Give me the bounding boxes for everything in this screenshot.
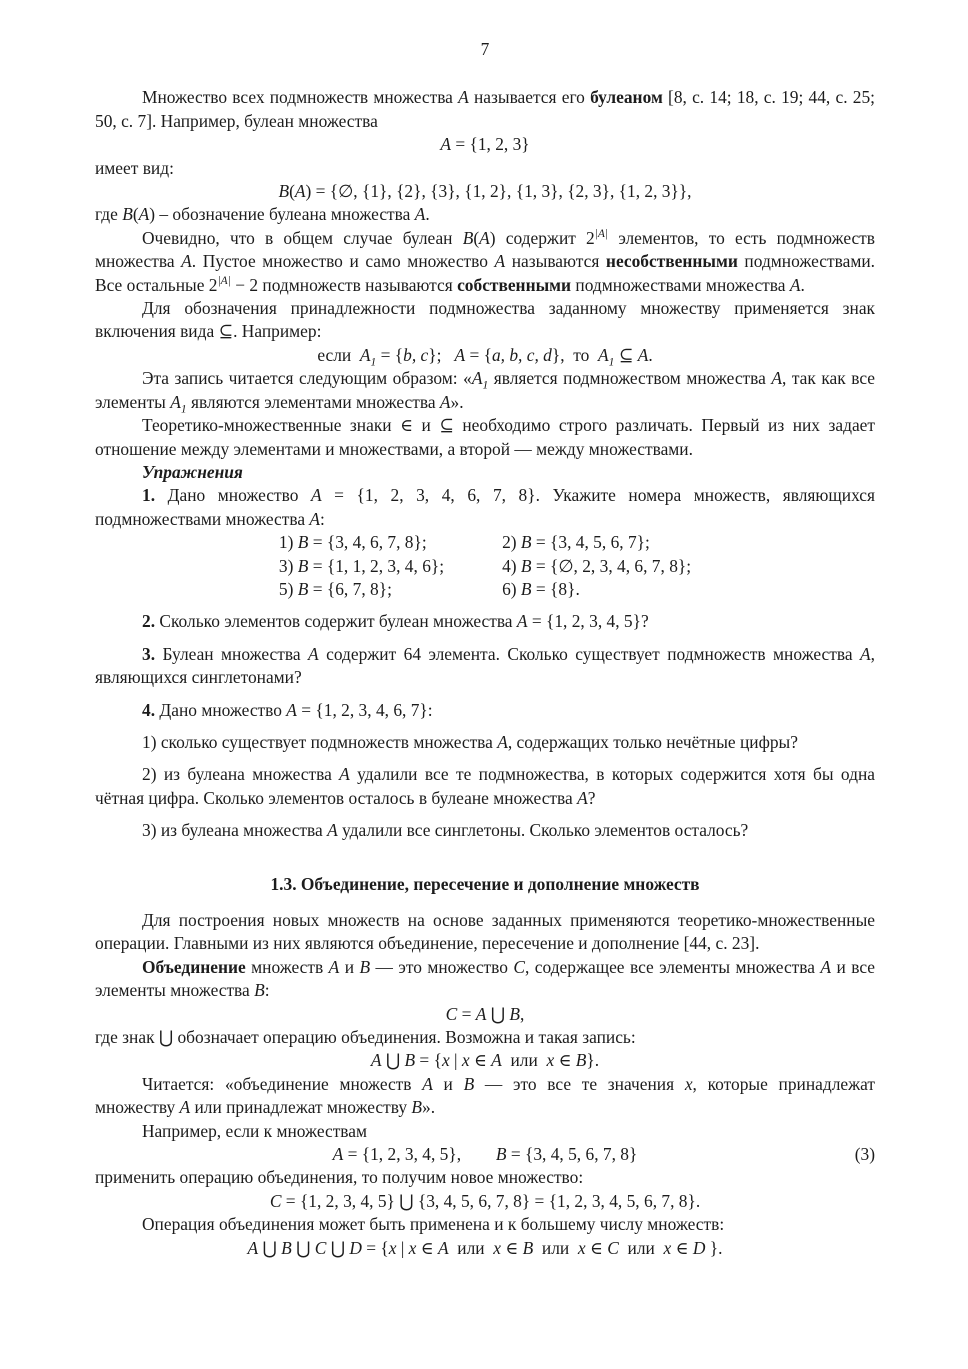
text-run: 1 xyxy=(180,403,187,416)
text-run: A xyxy=(181,251,192,272)
para-union-many xyxy=(95,1213,875,1236)
text-run: , являющихся синглетонами? xyxy=(95,643,875,688)
text-run: множеств xyxy=(245,956,329,977)
text-run: 3) из булеана множества xyxy=(142,820,328,841)
text-run: ) содержит 2 xyxy=(489,227,595,248)
text-run: : xyxy=(264,980,270,1001)
para-obviously xyxy=(95,227,875,297)
text-run: Объединение xyxy=(142,956,246,977)
text-run: B xyxy=(495,1144,507,1165)
exercises-title xyxy=(95,461,875,484)
text-run: и все элементы множества xyxy=(95,956,875,1001)
text-run: A xyxy=(247,1237,259,1258)
text-run: Для построения новых множеств на основе заданных применяются теоретико-множественные операции. Главными из них являются объединение, пересечение и дополнение [44, с. 23]. xyxy=(95,910,875,954)
text-run: A xyxy=(454,344,466,365)
text-run: B xyxy=(359,956,371,977)
text-run: являются элементами множества xyxy=(186,391,440,412)
text-run: ( xyxy=(132,204,139,225)
text-run: ⋃ xyxy=(326,1237,350,1258)
text-run: A xyxy=(439,391,451,412)
text-run: ⊆ xyxy=(614,344,638,365)
text-run: : xyxy=(320,508,325,529)
text-run: несобственными xyxy=(605,251,738,272)
text-run: x xyxy=(684,1073,693,1094)
exercise-4-sub-3 xyxy=(95,819,875,842)
text-run: A xyxy=(491,1050,502,1071)
text-run: ». xyxy=(450,391,464,412)
para-apply-union xyxy=(95,1166,875,1189)
text-run: A xyxy=(598,344,609,365)
text-run: |A| xyxy=(594,228,609,241)
text-run: = {3, 4, 5, 6, 7}; xyxy=(531,532,650,553)
exercise-option xyxy=(502,555,691,578)
text-run: B xyxy=(281,1237,292,1258)
text-run: Например, если к множествам xyxy=(142,1120,368,1141)
text-run: или xyxy=(533,1237,578,1258)
text-run: C xyxy=(445,1003,458,1024)
text-run: = {1, 2, 3, 4, 6, 7}: xyxy=(296,699,433,720)
text-run: A xyxy=(339,764,350,785)
text-run: B xyxy=(297,555,309,576)
text-run: Операция объединения может быть применена и к большему числу множеств: xyxy=(142,1214,725,1235)
formula-example-sets xyxy=(95,1143,875,1166)
para-operations-intro xyxy=(95,909,875,956)
text-run: x xyxy=(546,1050,555,1071)
text-run: 1 xyxy=(482,379,489,392)
text-run: = {∅, 2, 3, 4, 6, 7, 8}; xyxy=(531,555,692,576)
text-run: A xyxy=(179,1097,191,1118)
exercise-4-sub-2 xyxy=(95,763,875,810)
text-run: B xyxy=(297,578,309,599)
text-run: . xyxy=(648,344,653,365)
text-run: 5) xyxy=(278,578,298,599)
formula-union-notation xyxy=(95,1049,875,1072)
text-run: Очевидно, что в общем случае булеан xyxy=(142,227,463,248)
para-union-reading xyxy=(95,1073,875,1120)
text-run: x xyxy=(493,1237,502,1258)
text-run: A xyxy=(310,485,322,506)
text-run: Теоретико-множественные знаки ∈ и ⊆ необходимо строго различать. Первый из них задает отношение между элементами и множествами, а второй — между множествами. xyxy=(95,415,875,459)
text-run: Читается: «объединение множеств xyxy=(142,1073,423,1094)
text-run: Сколько элементов содержит булеан множества xyxy=(155,611,517,632)
text-run: ? xyxy=(587,787,596,808)
text-run: 6) xyxy=(502,578,521,599)
text-run: , xyxy=(519,1003,525,1024)
text-run: ». xyxy=(422,1097,436,1118)
text-run: B xyxy=(509,1003,520,1024)
text-run: = {3, 4, 6, 7, 8}; xyxy=(308,532,427,553)
para-reading xyxy=(95,367,875,414)
text-run: |A| xyxy=(217,274,231,287)
text-run: A xyxy=(637,344,649,365)
text-run: B xyxy=(520,555,532,576)
exercise-option xyxy=(502,531,691,554)
text-run: где знак ⋃ обозначает операцию объединения. Возможна и такая запись: xyxy=(95,1027,636,1048)
text-run: B xyxy=(462,227,474,248)
text-run: = {1, 2, 3, 4, 6, 7, 8}. Укажите номера множеств, являющихся подмножествами множества xyxy=(95,485,876,529)
para-gde-ba xyxy=(95,203,875,226)
text-run: элементов, то есть подмножеств множества xyxy=(95,227,875,272)
formula-boolean-of-a xyxy=(95,180,875,203)
text-run: A xyxy=(771,368,782,389)
text-run: подмножествами множества xyxy=(571,274,790,295)
exercise-option xyxy=(502,578,691,601)
text-run: или xyxy=(448,1237,494,1258)
text-run: = {1, 1, 2, 3, 4, 6}; xyxy=(308,555,445,576)
text-run: Эта запись читается следующим образом: « xyxy=(142,368,472,389)
text-run: A xyxy=(309,508,321,529)
para-imeet-vid xyxy=(95,157,875,180)
section-heading-1-3 xyxy=(95,873,875,896)
text-run: C xyxy=(269,1190,282,1211)
text-run: = { xyxy=(376,344,404,365)
text-run: B xyxy=(575,1050,587,1071)
text-run: и xyxy=(432,1073,464,1094)
text-run: A xyxy=(479,227,490,248)
text-run: ⋃ xyxy=(486,1003,510,1024)
text-run: x xyxy=(441,1050,450,1071)
text-run: B xyxy=(122,204,133,225)
document-body xyxy=(95,86,875,1260)
para-union-sign xyxy=(95,1026,875,1049)
text-run: x xyxy=(461,1050,470,1071)
text-run: | xyxy=(449,1050,462,1071)
text-run: A xyxy=(471,368,483,389)
formula-union xyxy=(95,1003,875,1026)
text-run: ( xyxy=(473,227,480,248)
page-number: 7 xyxy=(480,39,490,59)
text-run: x xyxy=(663,1237,672,1258)
text-run: = { xyxy=(465,344,492,365)
text-run: A xyxy=(437,1237,449,1258)
text-run: = {8}. xyxy=(531,578,580,599)
text-run: , так как все элементы xyxy=(95,368,876,412)
para-bulean-def xyxy=(95,86,875,133)
text-run: собственными xyxy=(457,274,572,295)
text-run: [8, с. 14; 18, с. 19; 44, с. 25; 50, с. 7]. Например, булеан множества xyxy=(95,87,876,131)
text-run: C xyxy=(314,1237,327,1258)
text-run: 1 xyxy=(608,356,615,369)
text-run: A xyxy=(422,1073,433,1094)
text-run: A xyxy=(458,87,469,108)
text-run: A xyxy=(308,643,319,664)
text-run: Дано множество xyxy=(155,485,311,506)
text-run: B xyxy=(254,980,265,1001)
text-run: − 2 подмножеств называются xyxy=(230,274,458,295)
text-run: ∈ xyxy=(469,1050,492,1071)
text-run: . xyxy=(425,204,430,225)
text-run: подмножествами. Все остальные 2 xyxy=(95,251,875,295)
text-run: 1) xyxy=(278,532,298,553)
text-run: B xyxy=(520,578,532,599)
text-run: = { xyxy=(361,1237,389,1258)
text-run: B xyxy=(278,181,290,202)
formula-union-many xyxy=(95,1237,875,1260)
formula-set-a xyxy=(95,133,875,156)
text-run: ∈ xyxy=(671,1237,693,1258)
text-run: ∈ xyxy=(554,1050,576,1071)
text-run: = {1, 2, 3} xyxy=(450,134,530,155)
text-run: A xyxy=(440,134,451,155)
text-run: }; xyxy=(428,344,455,365)
text-run: 4. xyxy=(142,699,156,720)
text-run: , содержащих только нечётные цифры? xyxy=(507,731,798,752)
text-run: x xyxy=(408,1237,417,1258)
text-run: 2. xyxy=(142,611,156,632)
exercise-1 xyxy=(95,484,875,531)
text-run: A xyxy=(516,611,528,632)
exercise-3 xyxy=(95,643,875,690)
text-run: B xyxy=(297,532,309,553)
text-run: ) – обозначение булеана множества xyxy=(149,204,415,225)
text-run: A xyxy=(138,204,150,225)
text-run: если xyxy=(317,344,360,365)
text-run: }, то xyxy=(551,344,599,365)
text-run: и xyxy=(339,956,360,977)
text-run: A xyxy=(860,643,871,664)
text-run: | xyxy=(396,1237,409,1258)
text-run: применить операцию объединения, то получим новое множество: xyxy=(95,1167,584,1188)
text-run: A xyxy=(286,699,297,720)
text-run: A xyxy=(370,1050,382,1071)
text-run: ⋃ xyxy=(381,1050,405,1071)
text-run: имеет вид: xyxy=(95,157,174,178)
text-run: 1.3. Объединение, пересечение и дополнение множеств xyxy=(270,873,700,894)
text-run: A xyxy=(577,787,588,808)
text-run: — это множество xyxy=(370,956,514,977)
text-run: A xyxy=(328,956,340,977)
text-run: a, b, c, d xyxy=(491,344,552,365)
text-run: ∈ xyxy=(585,1237,608,1258)
text-run: называются xyxy=(505,251,606,272)
text-run: C xyxy=(513,956,525,977)
text-run: Множество всех подмножеств множества xyxy=(142,87,459,108)
exercise-4-sub-1 xyxy=(95,731,875,754)
text-run: B xyxy=(463,1073,475,1094)
para-union-def xyxy=(95,956,875,1003)
text-run: B xyxy=(522,1237,534,1258)
text-run: A xyxy=(494,251,506,272)
text-run: 1) сколько существует подмножеств множества xyxy=(142,731,498,752)
text-run: , которые принадлежат множеству xyxy=(95,1073,875,1118)
exercise-1-options xyxy=(279,531,691,601)
text-run: D xyxy=(692,1237,706,1258)
text-run: A xyxy=(820,956,832,977)
text-run: = {1, 2, 3, 4, 5}, xyxy=(343,1144,496,1165)
text-run: ⋃ xyxy=(291,1237,315,1258)
text-run: = {6, 7, 8}; xyxy=(308,578,392,599)
text-run: 1. xyxy=(142,485,156,506)
text-run: удалили все синглетоны. Сколько элементов осталось? xyxy=(337,820,749,841)
text-run: содержит 64 элемента. Сколько существует подмножеств множества xyxy=(318,643,861,664)
formula-subset-example xyxy=(95,344,875,367)
exercise-4 xyxy=(95,699,875,722)
exercise-2 xyxy=(95,610,875,633)
text-run: Дано множество xyxy=(155,699,287,720)
text-run: A xyxy=(789,274,801,295)
text-run: , содержащее все элементы множества xyxy=(525,956,821,977)
text-run: b, c xyxy=(403,344,429,365)
text-run: }. xyxy=(705,1237,723,1258)
text-run: x xyxy=(577,1237,586,1258)
text-run: Булеан множества xyxy=(155,643,309,664)
text-run: A xyxy=(170,391,181,412)
text-run: ∈ xyxy=(416,1237,438,1258)
formula-union-example xyxy=(95,1190,875,1213)
text-run: = xyxy=(457,1003,476,1024)
text-run: A xyxy=(332,1144,344,1165)
text-run: A xyxy=(327,820,338,841)
text-run: A xyxy=(294,181,306,202)
text-run: . xyxy=(800,274,805,295)
text-run: Упражнения xyxy=(142,461,243,482)
text-run: 4) xyxy=(502,555,521,576)
text-run: или принадлежат множеству xyxy=(190,1097,412,1118)
text-run: A xyxy=(497,731,508,752)
equation-number: (3) xyxy=(854,1144,875,1165)
text-run: 3. xyxy=(142,643,156,664)
para-for-example xyxy=(95,1120,875,1143)
text-run: B xyxy=(520,532,532,553)
text-run: 1 xyxy=(370,356,377,369)
text-run: = {1, 2, 3, 4, 5}? xyxy=(527,611,649,632)
text-run: B xyxy=(411,1097,423,1118)
text-run: . Пустое множество и само множество xyxy=(191,251,495,272)
text-run: ) = {∅, {1}, {2}, {3}, {1, 2}, {1, 3}, {2, 3}, {1, 2, 3}}, xyxy=(305,181,692,202)
text-run: является подмножеством множества xyxy=(488,368,772,389)
exercise-option xyxy=(279,578,444,601)
para-signs-distinction xyxy=(95,414,875,461)
text-run: D xyxy=(349,1237,362,1258)
text-run: ( xyxy=(289,181,295,202)
text-run: A xyxy=(359,344,371,365)
exercise-option xyxy=(279,531,444,554)
text-run: 2) из булеана множества xyxy=(142,764,340,785)
text-run: 2) xyxy=(502,532,521,553)
text-run: = {1, 2, 3, 4, 5} ⋃ {3, 4, 5, 6, 7, 8} = {1, 2, 3, 4, 5, 6, 7, 8}. xyxy=(281,1190,701,1211)
text-run: }. xyxy=(586,1050,600,1071)
text-run: A xyxy=(475,1003,487,1024)
text-run: ∈ xyxy=(501,1237,523,1258)
text-run: Для обозначения принадлежности подмножества заданному множеству применяется знак включения вида ⊆. Например: xyxy=(95,298,875,342)
text-run: удалили все те подмножества, в которых содержится хотя бы одна чётная цифра. Сколько элементов осталось в булеане множества xyxy=(95,764,876,808)
text-run: — это все те значения xyxy=(474,1073,685,1094)
text-run: или xyxy=(618,1237,664,1258)
text-run: или xyxy=(501,1050,547,1071)
text-run: x xyxy=(388,1237,397,1258)
text-run: булеаном xyxy=(590,87,663,108)
exercise-option xyxy=(279,555,444,578)
text-run: называется его xyxy=(468,87,591,108)
text-run: = { xyxy=(415,1050,442,1071)
para-inclusion-sign xyxy=(95,297,875,344)
text-run: ⋃ xyxy=(258,1237,282,1258)
text-run: = {3, 4, 5, 6, 7, 8} xyxy=(506,1144,638,1165)
text-run: A xyxy=(414,204,426,225)
text-run: где xyxy=(95,204,123,225)
text-run: 3) xyxy=(278,555,298,576)
text-run: C xyxy=(607,1237,619,1258)
text-run: B xyxy=(404,1050,416,1071)
